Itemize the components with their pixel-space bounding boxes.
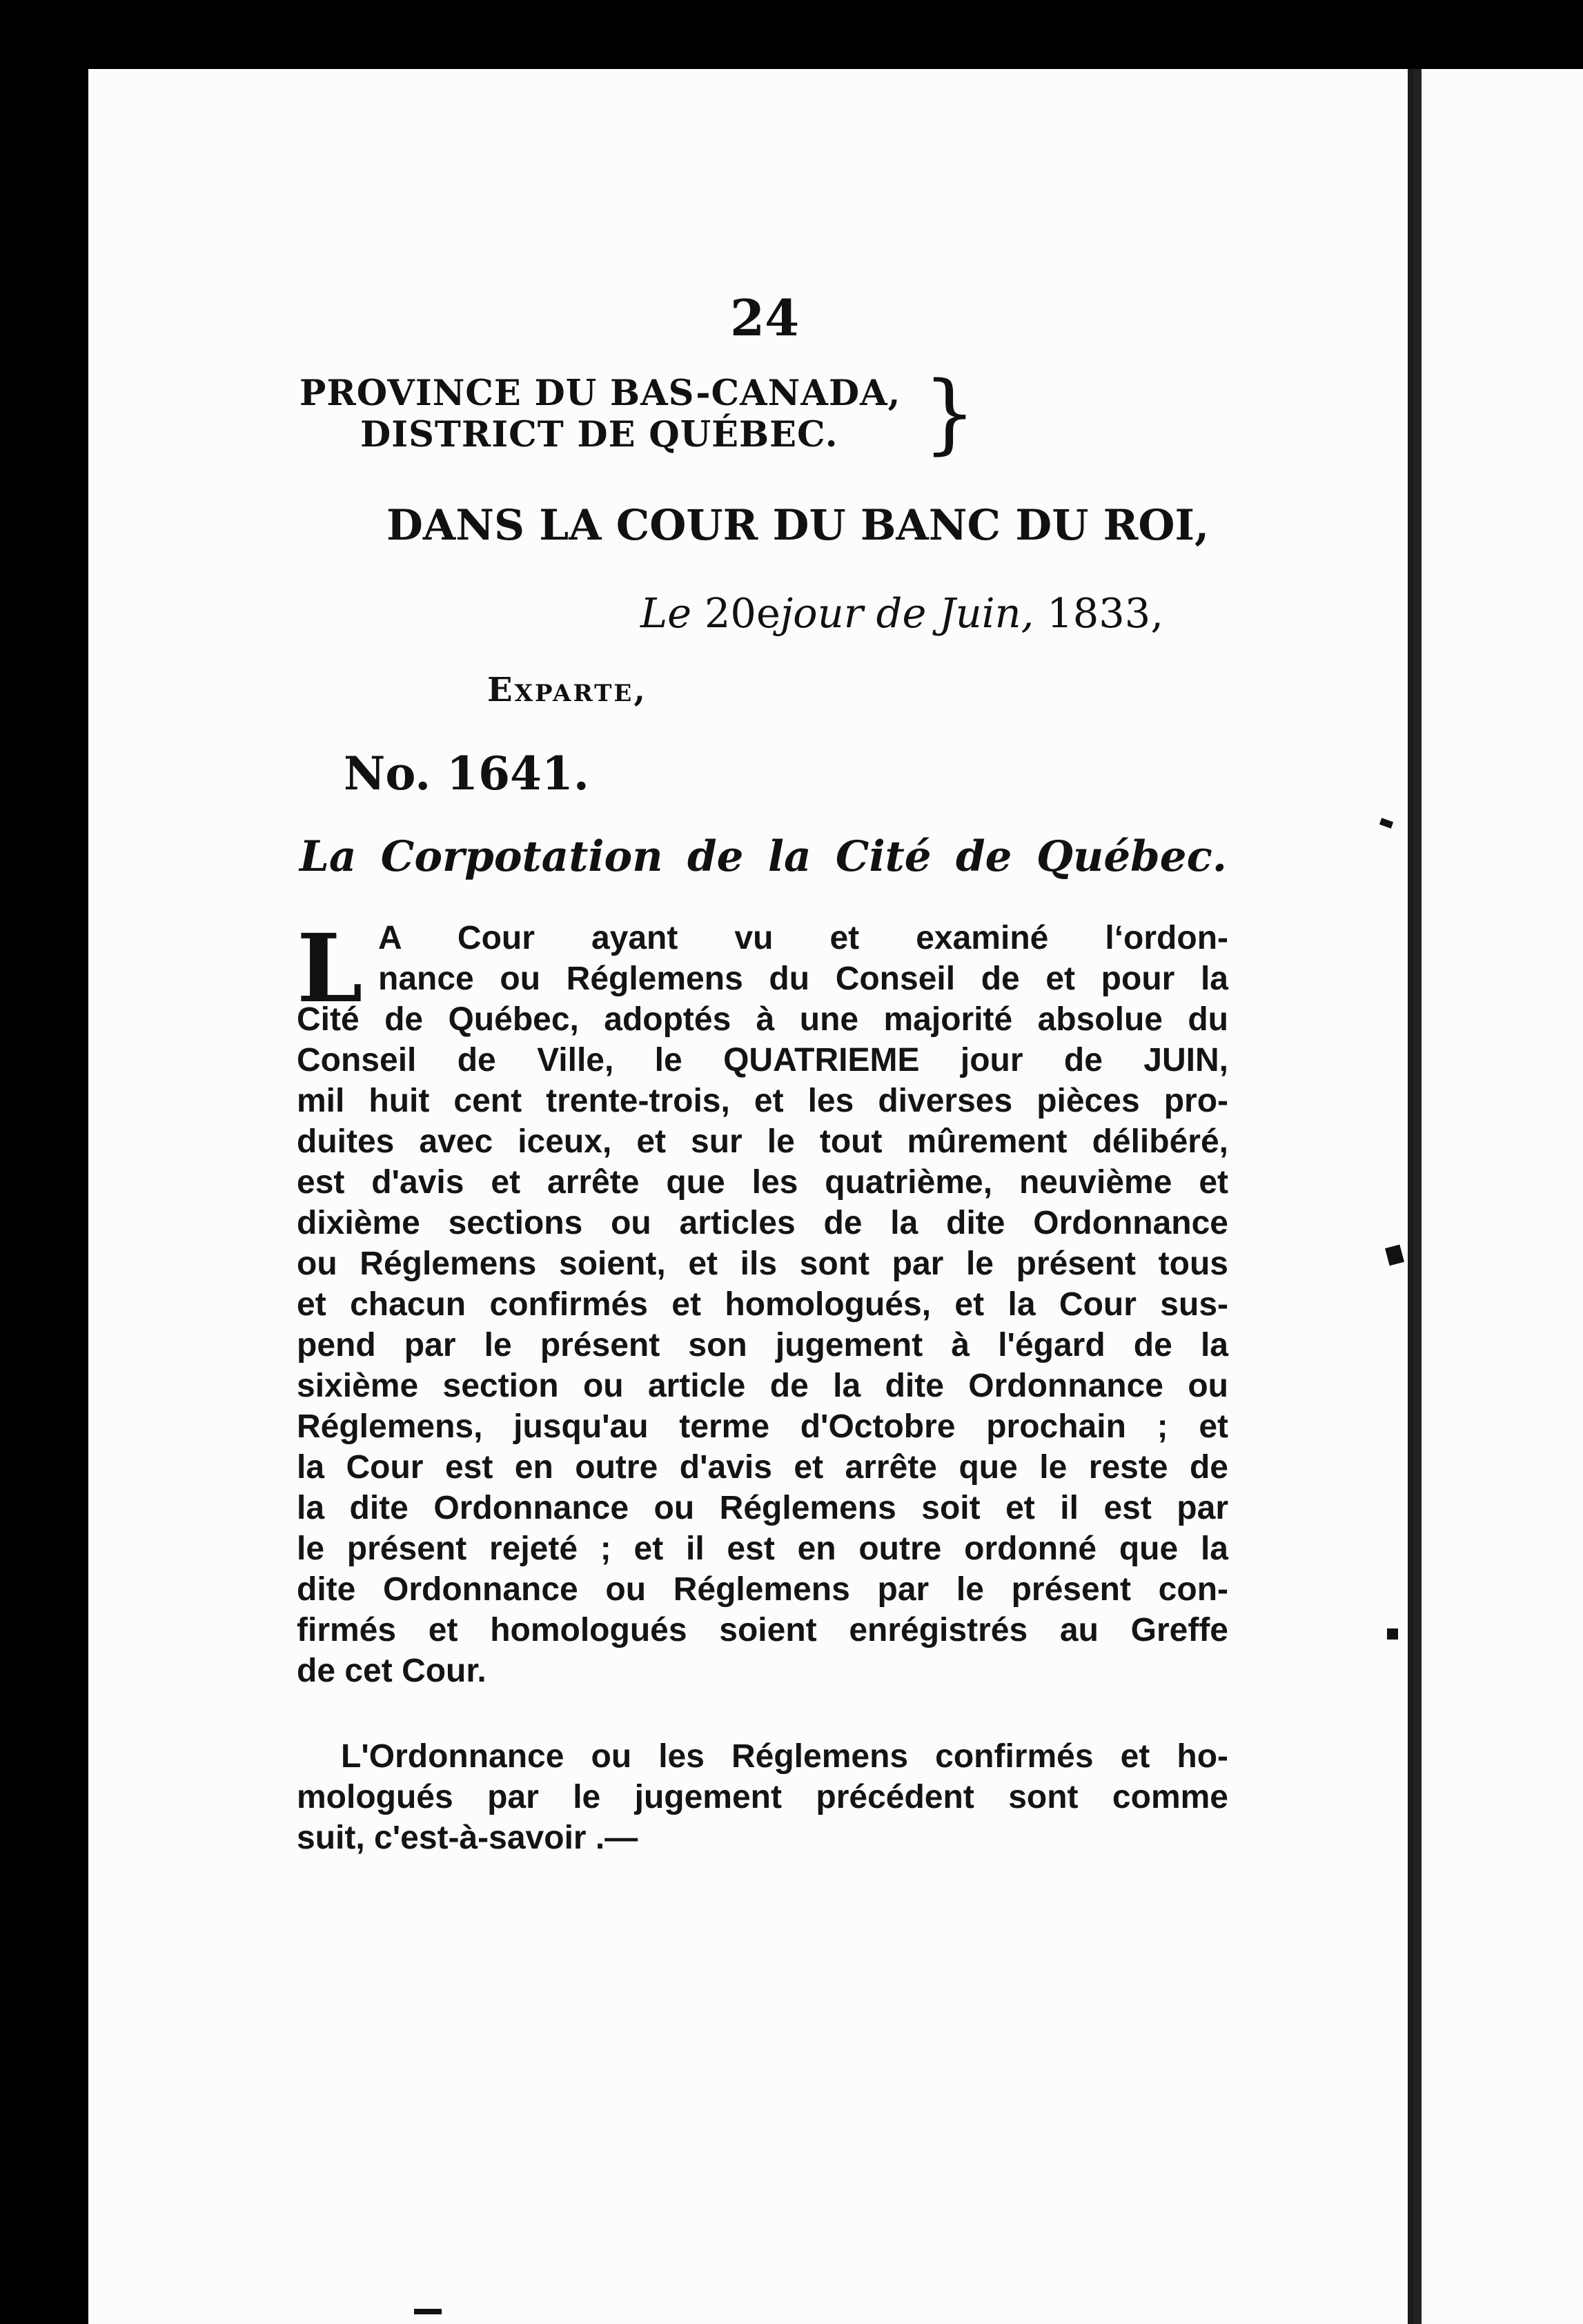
province-heading: PROVINCE DU BAS-CANADA, <box>299 373 901 414</box>
date-month: Juin, <box>939 589 1034 637</box>
text-line: dixième sections ou articles de la dite Ordonnance <box>297 1205 1228 1241</box>
text-line: la dite Ordonnance ou Réglemens soit et il est par <box>297 1490 1228 1526</box>
date-day: 20e <box>704 589 780 637</box>
text-line: de cet Cour. <box>297 1653 486 1689</box>
text-line: mologués par le jugement précédent sont comme <box>297 1779 1228 1815</box>
text-line: et chacun confirmés et homologués, et la Cour sus- <box>297 1286 1228 1323</box>
date-year: 1833, <box>1047 589 1164 637</box>
text-line: ou Réglemens soient, et ils sont par le présent tous <box>297 1245 1228 1282</box>
corporation-word: Corpotation <box>380 832 663 881</box>
facing-page-spine <box>1413 69 1422 2324</box>
text-line: L'Ordonnance ou les Réglemens confirmés et ho- <box>341 1738 1228 1775</box>
location-brace: } <box>923 363 976 464</box>
corporation-word: de <box>687 832 744 881</box>
text-line: A Cour ayant vu et examiné l‘ordon- <box>378 920 1228 956</box>
corporation-word: de <box>956 832 1012 881</box>
page-gutter <box>1408 69 1413 2324</box>
drop-cap: L <box>297 914 363 1024</box>
text-line: Cité de Québec, adoptés à une majorité absolue du <box>297 1001 1228 1038</box>
court-heading: DANS LA COUR DU BANC DU ROI, <box>386 501 1210 550</box>
date-le: Le <box>640 589 692 637</box>
corporation-word: la <box>767 832 812 881</box>
text-line: suit, c'est-à-savoir .— <box>297 1820 638 1856</box>
judgment-opening-lines <box>378 918 1228 999</box>
text-line: est d'avis et arrête que les quatrième, neuvième et <box>297 1164 1228 1201</box>
text-line: dite Ordonnance ou Réglemens par le présent con- <box>297 1571 1228 1608</box>
text-line: nance ou Réglemens du Conseil de et pour la <box>378 961 1228 997</box>
corporation-title <box>299 832 1227 881</box>
text-line: firmés et homologués soient enrégistrés au Greffe <box>297 1612 1228 1648</box>
text-line: pend par le présent son jugement à l'égard de la <box>297 1327 1228 1363</box>
scan-speck <box>414 2309 442 2314</box>
corporation-word: Cité <box>835 832 932 881</box>
text-line: Réglemens, jusqu'au terme d'Octobre prochain ; et <box>297 1408 1228 1445</box>
date-jour: jour <box>780 589 863 637</box>
corporation-word: La <box>299 832 357 881</box>
text-line: sixième section ou article de la dite Ordonnance ou <box>297 1368 1228 1404</box>
facing-page-edge <box>1413 69 1583 2324</box>
text-line: duites avec iceux, et sur le tout mûrement délibéré, <box>297 1123 1228 1160</box>
scan-speck <box>1387 1628 1398 1639</box>
judgment-date <box>640 589 1163 637</box>
closing-paragraph <box>297 1736 1228 1858</box>
text-line: le présent rejeté ; et il est en outre ordonné que la <box>297 1530 1228 1567</box>
text-line: mil huit cent trente-trois, et les diverses pièces pro- <box>297 1083 1228 1119</box>
corporation-word: Québec. <box>1036 832 1227 881</box>
date-de: de <box>876 589 927 637</box>
district-heading: DISTRICT DE QUÉBEC. <box>360 414 838 455</box>
text-line: la Cour est en outre d'avis et arrête que le reste de <box>297 1449 1228 1486</box>
page-number: 24 <box>730 288 800 347</box>
text-line: Conseil de Ville, le QUATRIEME jour de JUIN, <box>297 1042 1228 1079</box>
case-number: No. 1641. <box>344 747 589 800</box>
exparte-label: Exparte, <box>487 671 648 709</box>
judgment-paragraph <box>297 999 1228 1691</box>
